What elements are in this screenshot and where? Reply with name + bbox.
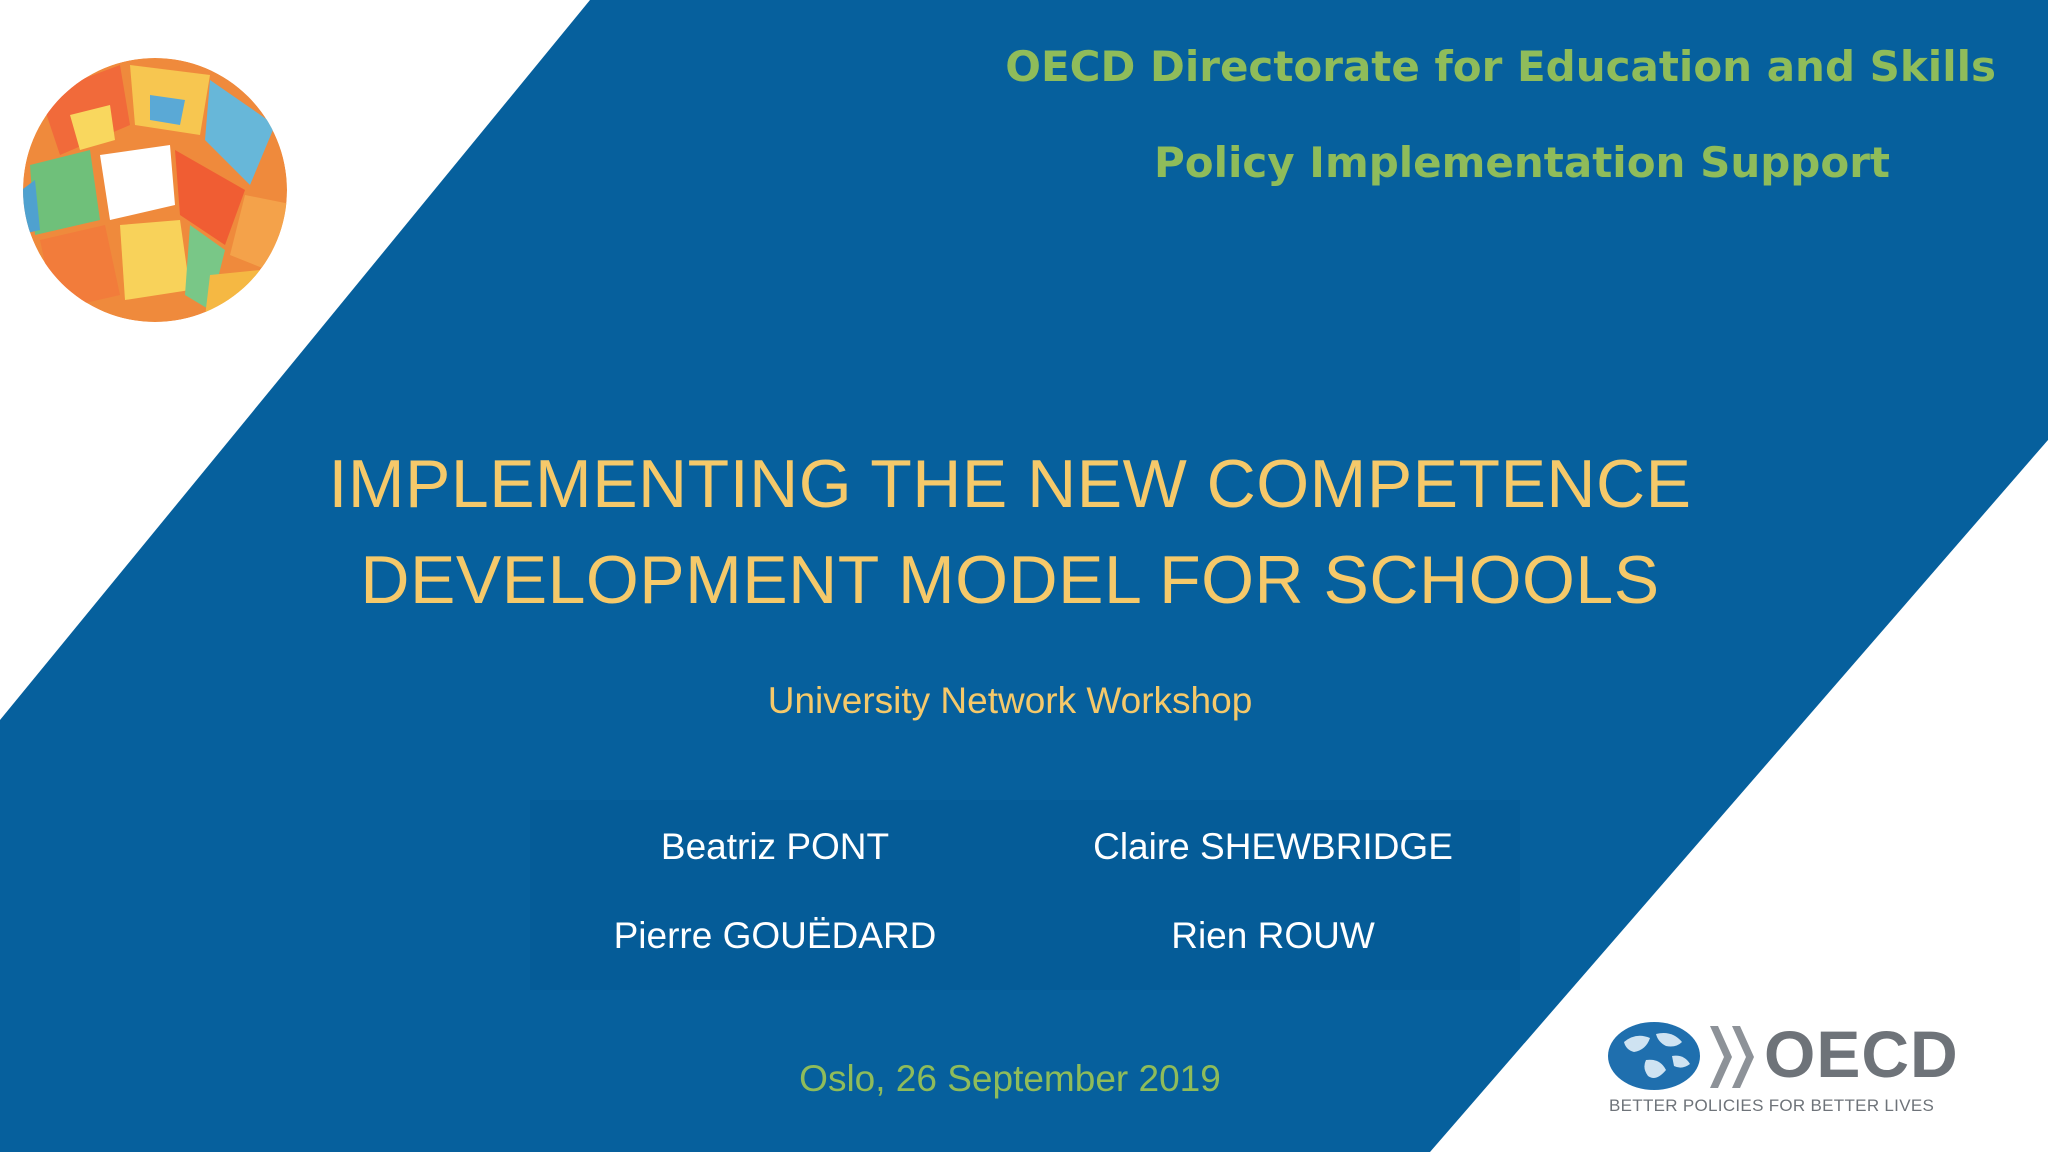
author-name: Claire SHEWBRIDGE xyxy=(1093,826,1453,867)
chevron-icon xyxy=(1706,1022,1762,1092)
logo-wordmark: OECD xyxy=(1764,1017,1959,1091)
slide-title-line-1: IMPLEMENTING THE NEW COMPETENCE xyxy=(328,446,1692,522)
event-date: Oslo, 26 September 2019 xyxy=(799,1058,1221,1099)
oecd-logo xyxy=(1606,1018,1998,1118)
author-name: Pierre GOUËDARD xyxy=(613,915,937,956)
origami-ball-icon xyxy=(10,55,300,325)
author-name: Rien ROUW xyxy=(1171,915,1375,956)
header-directorate: OECD Directorate for Education and Skills xyxy=(1005,42,1996,91)
globe-icon xyxy=(1606,1020,1702,1092)
slide-title-line-2: DEVELOPMENT MODEL FOR SCHOOLS xyxy=(360,542,1660,618)
logo-tagline: BETTER POLICIES FOR BETTER LIVES xyxy=(1609,1096,1935,1115)
header-policy-support: Policy Implementation Support xyxy=(1153,138,1890,187)
slide-title xyxy=(290,436,1730,628)
slide-subtitle: University Network Workshop xyxy=(767,680,1253,721)
author-name: Beatriz PONT xyxy=(660,826,890,867)
